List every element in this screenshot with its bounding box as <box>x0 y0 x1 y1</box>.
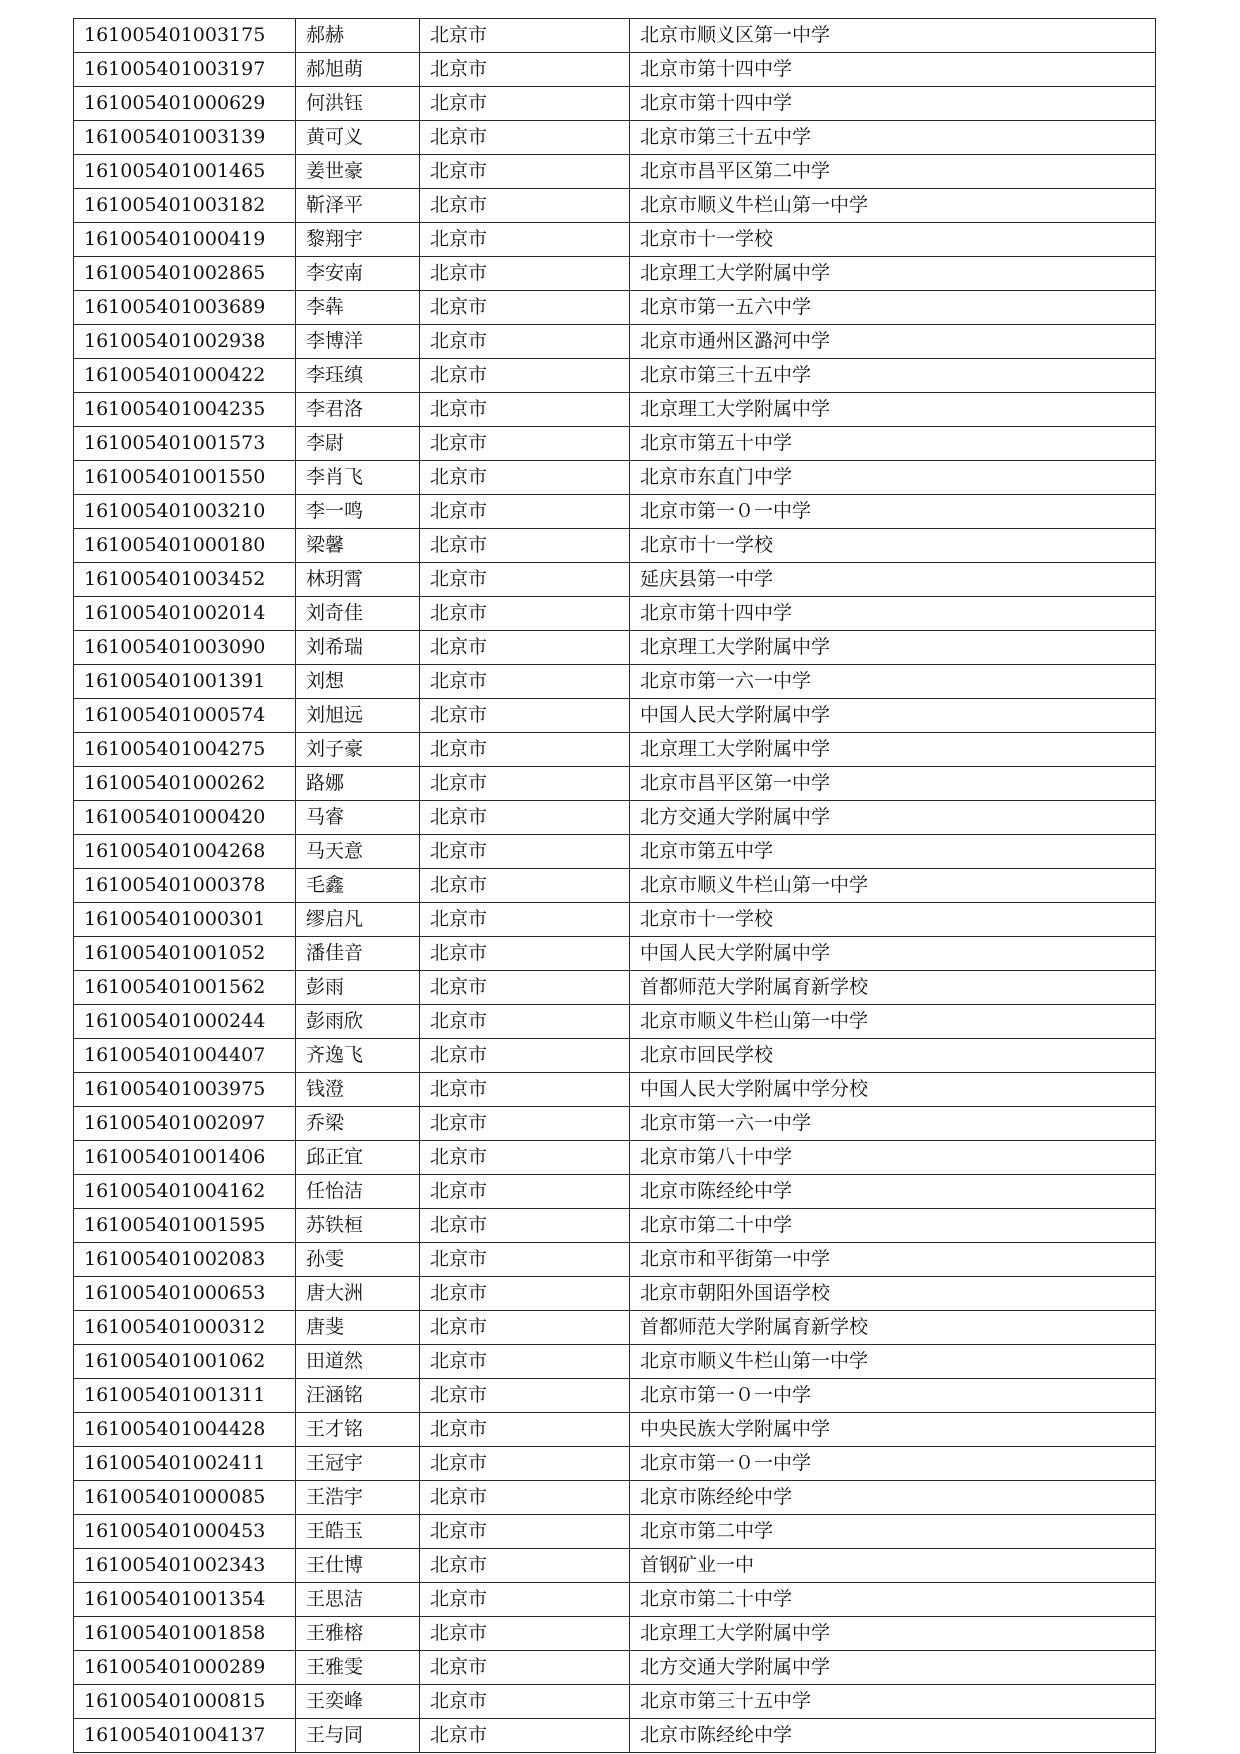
student-name-cell: 王雅榕 <box>296 1617 420 1651</box>
table-row <box>74 1345 1156 1379</box>
city-cell: 北京市 <box>420 1413 630 1447</box>
city-cell: 北京市 <box>420 121 630 155</box>
student-name-cell: 刘奇佳 <box>296 597 420 631</box>
student-id-cell: 161005401000180 <box>74 529 296 563</box>
student-id-cell: 161005401003210 <box>74 495 296 529</box>
city-cell: 北京市 <box>420 53 630 87</box>
student-name-cell: 苏铁桓 <box>296 1209 420 1243</box>
student-name-cell: 李肖飞 <box>296 461 420 495</box>
student-name-cell: 路娜 <box>296 767 420 801</box>
city-cell: 北京市 <box>420 1379 630 1413</box>
table-row <box>74 427 1156 461</box>
student-id-cell: 161005401001052 <box>74 937 296 971</box>
school-cell: 北京市顺义牛栏山第一中学 <box>630 1005 1156 1039</box>
student-name-cell: 黄可义 <box>296 121 420 155</box>
table-row <box>74 1583 1156 1617</box>
student-id-cell: 161005401004235 <box>74 393 296 427</box>
table-row <box>74 359 1156 393</box>
city-cell: 北京市 <box>420 1515 630 1549</box>
school-cell: 北京市通州区潞河中学 <box>630 325 1156 359</box>
student-id-cell: 161005401000815 <box>74 1685 296 1719</box>
student-id-cell: 161005401000420 <box>74 801 296 835</box>
table-row <box>74 1073 1156 1107</box>
student-name-cell: 王奕峰 <box>296 1685 420 1719</box>
student-name-cell: 刘希瑞 <box>296 631 420 665</box>
student-id-cell: 161005401001573 <box>74 427 296 461</box>
student-name-cell: 刘想 <box>296 665 420 699</box>
student-id-cell: 161005401004428 <box>74 1413 296 1447</box>
table-row <box>74 1209 1156 1243</box>
city-cell: 北京市 <box>420 1039 630 1073</box>
student-id-cell: 161005401000301 <box>74 903 296 937</box>
table-row <box>74 1243 1156 1277</box>
table-row <box>74 1481 1156 1515</box>
school-cell: 北京市第三十五中学 <box>630 1685 1156 1719</box>
table-row <box>74 1617 1156 1651</box>
student-id-cell: 161005401003975 <box>74 1073 296 1107</box>
student-id-cell: 161005401000085 <box>74 1481 296 1515</box>
city-cell: 北京市 <box>420 1447 630 1481</box>
city-cell: 北京市 <box>420 733 630 767</box>
city-cell: 北京市 <box>420 1481 630 1515</box>
student-name-cell: 唐斐 <box>296 1311 420 1345</box>
city-cell: 北京市 <box>420 257 630 291</box>
school-cell: 北京市第一０一中学 <box>630 1379 1156 1413</box>
student-name-cell: 王思洁 <box>296 1583 420 1617</box>
school-cell: 首都师范大学附属育新学校 <box>630 1311 1156 1345</box>
student-id-cell: 161005401001062 <box>74 1345 296 1379</box>
school-cell: 北京市顺义牛栏山第一中学 <box>630 1345 1156 1379</box>
school-cell: 北京市第十四中学 <box>630 87 1156 121</box>
student-id-cell: 161005401000419 <box>74 223 296 257</box>
roster-body <box>74 19 1156 1753</box>
student-name-cell: 何洪钰 <box>296 87 420 121</box>
table-row <box>74 223 1156 257</box>
table-row <box>74 1039 1156 1073</box>
table-row <box>74 1005 1156 1039</box>
school-cell: 北京市第八十中学 <box>630 1141 1156 1175</box>
table-row <box>74 1447 1156 1481</box>
table-row <box>74 1175 1156 1209</box>
school-cell: 北京市第一六一中学 <box>630 665 1156 699</box>
city-cell: 北京市 <box>420 903 630 937</box>
school-cell: 北京市陈经纶中学 <box>630 1719 1156 1753</box>
table-row <box>74 461 1156 495</box>
table-row <box>74 563 1156 597</box>
school-cell: 北京市第一六一中学 <box>630 1107 1156 1141</box>
school-cell: 北京市昌平区第二中学 <box>630 155 1156 189</box>
city-cell: 北京市 <box>420 1107 630 1141</box>
school-cell: 北京市十一学校 <box>630 529 1156 563</box>
school-cell: 北京市顺义牛栏山第一中学 <box>630 869 1156 903</box>
student-id-cell: 161005401003689 <box>74 291 296 325</box>
city-cell: 北京市 <box>420 1583 630 1617</box>
table-row <box>74 53 1156 87</box>
school-cell: 北京理工大学附属中学 <box>630 733 1156 767</box>
table-row <box>74 733 1156 767</box>
student-name-cell: 缪启凡 <box>296 903 420 937</box>
table-row <box>74 393 1156 427</box>
table-row <box>74 257 1156 291</box>
table-row <box>74 767 1156 801</box>
school-cell: 北京市第二十中学 <box>630 1583 1156 1617</box>
student-name-cell: 王才铭 <box>296 1413 420 1447</box>
school-cell: 北京理工大学附属中学 <box>630 1617 1156 1651</box>
table-row <box>74 19 1156 53</box>
city-cell: 北京市 <box>420 1073 630 1107</box>
student-name-cell: 王冠宇 <box>296 1447 420 1481</box>
student-name-cell: 彭雨欣 <box>296 1005 420 1039</box>
student-name-cell: 田道然 <box>296 1345 420 1379</box>
city-cell: 北京市 <box>420 1651 630 1685</box>
city-cell: 北京市 <box>420 495 630 529</box>
table-row <box>74 1107 1156 1141</box>
student-name-cell: 李安南 <box>296 257 420 291</box>
table-row <box>74 971 1156 1005</box>
city-cell: 北京市 <box>420 631 630 665</box>
school-cell: 北方交通大学附属中学 <box>630 1651 1156 1685</box>
city-cell: 北京市 <box>420 1243 630 1277</box>
student-name-cell: 刘旭远 <box>296 699 420 733</box>
student-id-cell: 161005401002865 <box>74 257 296 291</box>
student-id-cell: 161005401001406 <box>74 1141 296 1175</box>
school-cell: 中国人民大学附属中学 <box>630 937 1156 971</box>
table-row <box>74 937 1156 971</box>
student-name-cell: 唐大洲 <box>296 1277 420 1311</box>
student-id-cell: 161005401001550 <box>74 461 296 495</box>
student-name-cell: 林玥霄 <box>296 563 420 597</box>
student-id-cell: 161005401004268 <box>74 835 296 869</box>
student-name-cell: 李珏缜 <box>296 359 420 393</box>
student-name-cell: 王与同 <box>296 1719 420 1753</box>
student-id-cell: 161005401003139 <box>74 121 296 155</box>
student-name-cell: 任怡洁 <box>296 1175 420 1209</box>
school-cell: 北京市第二中学 <box>630 1515 1156 1549</box>
table-row <box>74 529 1156 563</box>
student-id-cell: 161005401002411 <box>74 1447 296 1481</box>
student-name-cell: 彭雨 <box>296 971 420 1005</box>
student-name-cell: 王皓玉 <box>296 1515 420 1549</box>
school-cell: 北京市第十四中学 <box>630 597 1156 631</box>
school-cell: 北京市第五十中学 <box>630 427 1156 461</box>
student-name-cell: 李犇 <box>296 291 420 325</box>
student-id-cell: 161005401003197 <box>74 53 296 87</box>
school-cell: 中央民族大学附属中学 <box>630 1413 1156 1447</box>
table-row <box>74 189 1156 223</box>
table-row <box>74 903 1156 937</box>
table-row <box>74 87 1156 121</box>
city-cell: 北京市 <box>420 155 630 189</box>
student-id-cell: 161005401000262 <box>74 767 296 801</box>
city-cell: 北京市 <box>420 393 630 427</box>
table-row <box>74 665 1156 699</box>
table-row <box>74 1311 1156 1345</box>
student-name-cell: 郝旭萌 <box>296 53 420 87</box>
city-cell: 北京市 <box>420 1141 630 1175</box>
student-id-cell: 161005401003452 <box>74 563 296 597</box>
school-cell: 北京市第一五六中学 <box>630 291 1156 325</box>
school-cell: 北京市第二十中学 <box>630 1209 1156 1243</box>
city-cell: 北京市 <box>420 1685 630 1719</box>
school-cell: 北京市顺义区第一中学 <box>630 19 1156 53</box>
student-id-cell: 161005401001354 <box>74 1583 296 1617</box>
table-row <box>74 155 1156 189</box>
school-cell: 北京市陈经纶中学 <box>630 1481 1156 1515</box>
student-id-cell: 161005401000574 <box>74 699 296 733</box>
student-id-cell: 161005401004137 <box>74 1719 296 1753</box>
student-id-cell: 161005401004275 <box>74 733 296 767</box>
student-name-cell: 黎翔宇 <box>296 223 420 257</box>
city-cell: 北京市 <box>420 291 630 325</box>
student-name-cell: 李君洛 <box>296 393 420 427</box>
table-row <box>74 121 1156 155</box>
student-name-cell: 刘子豪 <box>296 733 420 767</box>
student-name-cell: 汪涵铭 <box>296 1379 420 1413</box>
city-cell: 北京市 <box>420 1175 630 1209</box>
table-row <box>74 1141 1156 1175</box>
city-cell: 北京市 <box>420 529 630 563</box>
city-cell: 北京市 <box>420 1005 630 1039</box>
city-cell: 北京市 <box>420 359 630 393</box>
school-cell: 首都师范大学附属育新学校 <box>630 971 1156 1005</box>
student-id-cell: 161005401002014 <box>74 597 296 631</box>
school-cell: 北京市回民学校 <box>630 1039 1156 1073</box>
table-row <box>74 597 1156 631</box>
student-id-cell: 161005401002097 <box>74 1107 296 1141</box>
table-row <box>74 495 1156 529</box>
school-cell: 北京市顺义牛栏山第一中学 <box>630 189 1156 223</box>
city-cell: 北京市 <box>420 1311 630 1345</box>
city-cell: 北京市 <box>420 87 630 121</box>
table-row <box>74 1719 1156 1753</box>
city-cell: 北京市 <box>420 1549 630 1583</box>
table-row <box>74 1379 1156 1413</box>
school-cell: 北方交通大学附属中学 <box>630 801 1156 835</box>
school-cell: 北京市十一学校 <box>630 903 1156 937</box>
school-cell: 北京市陈经纶中学 <box>630 1175 1156 1209</box>
student-id-cell: 161005401002083 <box>74 1243 296 1277</box>
student-name-cell: 李博洋 <box>296 325 420 359</box>
student-id-cell: 161005401001465 <box>74 155 296 189</box>
student-id-cell: 161005401001311 <box>74 1379 296 1413</box>
student-name-cell: 姜世豪 <box>296 155 420 189</box>
student-id-cell: 161005401000653 <box>74 1277 296 1311</box>
school-cell: 北京市昌平区第一中学 <box>630 767 1156 801</box>
student-id-cell: 161005401000289 <box>74 1651 296 1685</box>
school-cell: 北京市第三十五中学 <box>630 359 1156 393</box>
city-cell: 北京市 <box>420 767 630 801</box>
student-name-cell: 马睿 <box>296 801 420 835</box>
city-cell: 北京市 <box>420 835 630 869</box>
student-id-cell: 161005401001858 <box>74 1617 296 1651</box>
city-cell: 北京市 <box>420 699 630 733</box>
student-id-cell: 161005401000312 <box>74 1311 296 1345</box>
city-cell: 北京市 <box>420 1277 630 1311</box>
city-cell: 北京市 <box>420 427 630 461</box>
student-id-cell: 161005401002343 <box>74 1549 296 1583</box>
student-roster-table <box>73 18 1156 1753</box>
city-cell: 北京市 <box>420 563 630 597</box>
student-id-cell: 161005401002938 <box>74 325 296 359</box>
school-cell: 北京市第一０一中学 <box>630 495 1156 529</box>
city-cell: 北京市 <box>420 223 630 257</box>
city-cell: 北京市 <box>420 597 630 631</box>
city-cell: 北京市 <box>420 189 630 223</box>
school-cell: 首钢矿业一中 <box>630 1549 1156 1583</box>
table-row <box>74 869 1156 903</box>
table-row <box>74 699 1156 733</box>
table-row <box>74 1515 1156 1549</box>
student-name-cell: 王仕博 <box>296 1549 420 1583</box>
student-id-cell: 161005401000378 <box>74 869 296 903</box>
student-name-cell: 王雅雯 <box>296 1651 420 1685</box>
student-id-cell: 161005401003175 <box>74 19 296 53</box>
table-row <box>74 631 1156 665</box>
school-cell: 北京市十一学校 <box>630 223 1156 257</box>
city-cell: 北京市 <box>420 1345 630 1379</box>
table-row <box>74 835 1156 869</box>
student-name-cell: 齐逸飞 <box>296 1039 420 1073</box>
school-cell: 北京市东直门中学 <box>630 461 1156 495</box>
city-cell: 北京市 <box>420 325 630 359</box>
table-row <box>74 1651 1156 1685</box>
city-cell: 北京市 <box>420 1209 630 1243</box>
student-name-cell: 王浩宇 <box>296 1481 420 1515</box>
school-cell: 北京市第十四中学 <box>630 53 1156 87</box>
city-cell: 北京市 <box>420 869 630 903</box>
student-id-cell: 161005401003090 <box>74 631 296 665</box>
table-row <box>74 1413 1156 1447</box>
student-id-cell: 161005401000244 <box>74 1005 296 1039</box>
school-cell: 北京理工大学附属中学 <box>630 393 1156 427</box>
table-row <box>74 801 1156 835</box>
city-cell: 北京市 <box>420 1719 630 1753</box>
student-id-cell: 161005401001391 <box>74 665 296 699</box>
table-row <box>74 291 1156 325</box>
school-cell: 中国人民大学附属中学 <box>630 699 1156 733</box>
school-cell: 中国人民大学附属中学分校 <box>630 1073 1156 1107</box>
city-cell: 北京市 <box>420 971 630 1005</box>
table-row <box>74 325 1156 359</box>
school-cell: 北京理工大学附属中学 <box>630 631 1156 665</box>
student-name-cell: 毛鑫 <box>296 869 420 903</box>
city-cell: 北京市 <box>420 937 630 971</box>
student-name-cell: 邱正宜 <box>296 1141 420 1175</box>
student-id-cell: 161005401000422 <box>74 359 296 393</box>
student-name-cell: 钱澄 <box>296 1073 420 1107</box>
student-name-cell: 郝赫 <box>296 19 420 53</box>
school-cell: 北京市和平街第一中学 <box>630 1243 1156 1277</box>
student-id-cell: 161005401003182 <box>74 189 296 223</box>
student-id-cell: 161005401001595 <box>74 1209 296 1243</box>
student-id-cell: 161005401004407 <box>74 1039 296 1073</box>
student-name-cell: 潘佳音 <box>296 937 420 971</box>
student-name-cell: 乔梁 <box>296 1107 420 1141</box>
student-name-cell: 梁馨 <box>296 529 420 563</box>
student-name-cell: 孙雯 <box>296 1243 420 1277</box>
student-id-cell: 161005401000453 <box>74 1515 296 1549</box>
city-cell: 北京市 <box>420 801 630 835</box>
student-id-cell: 161005401000629 <box>74 87 296 121</box>
school-cell: 延庆县第一中学 <box>630 563 1156 597</box>
student-name-cell: 靳泽平 <box>296 189 420 223</box>
table-row <box>74 1277 1156 1311</box>
school-cell: 北京市第一０一中学 <box>630 1447 1156 1481</box>
city-cell: 北京市 <box>420 461 630 495</box>
school-cell: 北京市第三十五中学 <box>630 121 1156 155</box>
student-id-cell: 161005401001562 <box>74 971 296 1005</box>
city-cell: 北京市 <box>420 665 630 699</box>
student-name-cell: 马天意 <box>296 835 420 869</box>
student-name-cell: 李一鸣 <box>296 495 420 529</box>
school-cell: 北京市朝阳外国语学校 <box>630 1277 1156 1311</box>
school-cell: 北京市第五中学 <box>630 835 1156 869</box>
table-row <box>74 1685 1156 1719</box>
school-cell: 北京理工大学附属中学 <box>630 257 1156 291</box>
table-row <box>74 1549 1156 1583</box>
student-id-cell: 161005401004162 <box>74 1175 296 1209</box>
student-name-cell: 李尉 <box>296 427 420 461</box>
city-cell: 北京市 <box>420 1617 630 1651</box>
city-cell: 北京市 <box>420 19 630 53</box>
